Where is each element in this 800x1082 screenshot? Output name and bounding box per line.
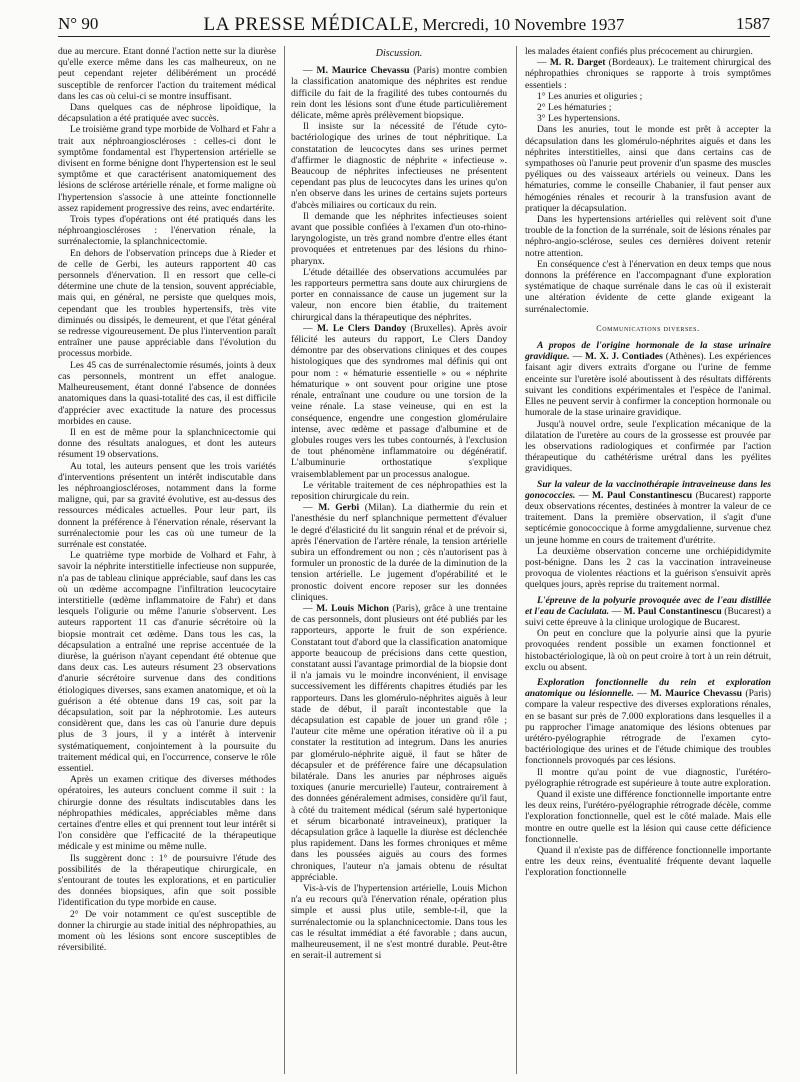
speaker-name: M. Gerbi — [318, 502, 360, 514]
communication-title: L'épreuve de la polyurie provoquée avec de l'eau distillée et l'eau de Caciulata. — [525, 594, 771, 617]
discussion-heading: Discussion. — [375, 48, 423, 59]
communication-title: A propos de l'origine hormonale de la stase urinaire gravidique. — [525, 340, 771, 363]
list-item: 3° Les hypertensions. — [537, 113, 620, 125]
speaker-name: M. Le Clers Dandoy — [317, 322, 407, 334]
discussion-paragraph: — M. Maurice Chevassu (Paris) montre combien la classification anatomique des néphrites est rendue difficile du fait de la fragilité des tubes contournés du rein dont les lésions sont d'une étude particulièrement délicate, même après prélèvement biopsique. — [291, 65, 507, 122]
paragraph: Au total, les auteurs pensent que les trois variétés d'interventions présentent un intérêt indiscutable dans les néphroangioscléroses, notamment dans la forme maligne, qui, par sa gravité évolutive, est au-dessus des ressources médicales actuelles. Pour leur part, ils donnent la préférence à l'énervation rénale, réservant la surrénalectomie pour les cas où une tumeur de la surrénale est constatée. — [58, 460, 276, 550]
column-divider — [516, 46, 517, 1074]
paragraph: Dans les anuries, tout le monde est prêt à accepter la décapsulation dans les glomérulo-néphrites aiguës et dans les néphrites interstitielles, ainsi que dans certains cas de sympathoses où l'anurie peut provenir d'un spasme des muscles pyéliques ou des vaisseaux artériels ou veineux. Dans les hématuries, comme le conseille Chabanier, il faut penser aux hémogénies rénales et recourir à la transfusion avant de pratiquer la décapsulation. — [525, 124, 771, 214]
paragraph: L'étude détaillée des observations accumulées par les rapporteurs permettra sans doute aux chirurgiens de porter en connaissance de cause un jugement sur la valeur, non encore bien établie, du traitement chirurgical dans la thérapeutique des néphrites. — [291, 266, 507, 323]
communication-paragraph: Sur la valeur de la vaccinothérapie intraveineuse dans les gonococcies. — M. Paul Constantinescu (Bucarest) rapporte deux observations récentes, destinées à montrer la valeur de ce traitement. Dans la première observation, il s'agit d'une septicémie gonococcique à forme amygdalienne, survenue chez un jeune homme en cours de traitement d'urétrite. — [525, 478, 771, 546]
section-heading: Communications diverses. — [596, 323, 700, 333]
communication-paragraph: A propos de l'origine hormonale de la stase urinaire gravidique. — M. X. J. Contiades (Athènes). Les expériences faisant agir divers extraits d'organe ou l'urine de femme enceinte sur l'uretère isolé aboutissent à des résultats différents suivant les conditions expérimentales et l'espèce de l'animal. Elles ne peuvent servir à confirmer la conception hormonale ou humorale de la stase urinaire gravidique. — [525, 340, 771, 419]
column-middle — [291, 46, 507, 1078]
column-right — [525, 46, 771, 1078]
list-item: 2° Les hématuries ; — [537, 102, 612, 114]
communication-paragraph: Exploration fonctionnelle du rein et exploration anatomique ou lésionnelle. — M. Maurice Chevassu (Paris) compare la valeur respective des diverses explorations rénales, en se basant sur près de 7.000 explorations dans lesquelles il a pu rapprocher l'image anatomique des lésions obtenues par urétéro-pyélographie rétrograde de l'examen cyto-bactériologique des urines et de l'étude chimique des troubles fonctionnels provoqués par ces lésions. — [525, 676, 771, 767]
paragraph: Ils suggèrent donc : 1° de poursuivre l'étude des possibilités de la thérapeutique chirurgicale, en s'entourant de toutes les explorations, et en particulier des données biopsiques, afin que soit possible l'identification du type morbide en cause. — [58, 852, 276, 909]
discussion-paragraph: — M. R. Darget (Bordeaux). Le traitement chirurgical des néphropathies chroniques se rapporte à trois symptômes essentiels : — [525, 57, 771, 91]
speaker-name: M. Paul Constantinescu — [623, 605, 722, 617]
paragraph: Après un examen critique des diverses méthodes opératoires, les auteurs concluent comme il suit : la chirurgie donne des résultats indiscutables dans les néphropathies médicales, appréciables même dans certaines d'entre elles et qui prennent tout leur intérêt si l'on considère que l'efficacité de la thérapeutique médicale y est minime ou même nulle. — [58, 774, 276, 853]
paragraph: les malades étaient confiés plus précocement au chirurgien. — [525, 46, 753, 57]
paragraph: Il insiste sur la nécessité de l'étude cyto-bactériologique des urines de tout néphritique. La constatation de leucocytes dans ses urines permet d'affirmer le diagnostic de néphrite « infectieuse ». Beaucoup de néphrites infectieuses ne présentent cependant pas plus de leucocytes dans les urines qu'on n'en observe dans les urines de certains sujets porteurs d'abcès miliaires ou corticaux du rein. — [291, 121, 507, 211]
list-item: 1° Les anuries et oliguries ; — [537, 90, 643, 102]
paragraph: Jusqu'à nouvel ordre, seule l'explication mécanique de la dilatation de l'uretère au cours de la grossesse est prouvée par les observations radiologiques et confirmée par l'action thérapeutique du cathétérisme urétral dans les pyélites gravidiques. — [525, 418, 771, 475]
speaker-name: M. Maurice Chevassu — [316, 65, 410, 77]
paragraph: Dans quelques cas de néphrose lipoïdique, la décapsulation a été pratiquée avec succès. — [58, 102, 276, 125]
speaker-name: M. Louis Michon — [316, 602, 389, 614]
speaker-name: M. Maurice Chevassu — [650, 688, 743, 700]
paragraph: Le quatrième type morbide de Volhard et Fahr, à savoir la néphrite interstitielle infectieuse non suppurée, n'a pas de tableau clinique appréciable, sauf dans les cas où un œdème accompagne l'infiltration leucocytaire interstitielle (œdème inflammatoire de Fahr) et dans lesquels l'oligurie ou même l'anurie s'observent. Les auteurs rapportent 11 cas d'anurie sécrétoire où la biopsie montrait cet œdème. Dans tous les cas, la décapsulation a entraîné une reprise accentuée de la diurèse, la guérison n'ayant cependant été obtenue que dans deux cas. Les auteurs résument 23 observations d'anurie sécrétoire survenue dans des conditions étiologiques diverses, sans examen anatomique, et où la guérison a été obtenue dans 19 cas, soit par la décapsulation, soit par la néphrotomie. Les auteurs considèrent que, dans les cas où l'anurie dure depuis plus de 3 jours, il y a intérêt à intervenir systématiquement, conjointement à la poursuite du traitement médical qui, en l'occurrence, conserve le rôle essentiel. — [58, 550, 276, 774]
paragraph: Il en est de même pour la splanchnicectomie qui donne des résultats analogues, et dont les auteurs résument 19 observations. — [58, 426, 276, 461]
paragraph: Le véritable traitement de ces néphropathies est la reposition chirurgicale du rein. — [291, 479, 507, 502]
paragraph: due au mercure. Etant donné l'action nette sur la diurèse qu'elle exerce même dans les cas malheureux, on ne peut cependant rejeter délibérément un procédé susceptible de renforcer l'action du traitement médical dans les cas où celui-ci se montre insuffisant. — [58, 46, 276, 102]
paragraph: On peut en conclure que la polyurie ainsi que la pyurie provoquées rendent possible un examen fonctionnel et histobactériologique, là où on peut croire à tort à un rein détruit, exclu ou absent. — [525, 628, 771, 673]
paragraph: Quand il n'existe pas de différence fonctionnelle importante entre les deux reins, éventualité fréquente devant laquelle l'exploration fonctionnelle — [525, 845, 771, 879]
paragraph: La deuxième observation concerne une orchiépididymite post-bénigne. Dans les 2 cas la vaccination intraveineuse provoqua de violentes réactions et la guérison s'ensuivit après quelques jours, après reprise du traitement normal. — [525, 545, 771, 591]
issue-date: , Mercredi, 10 Novembre 1937 — [413, 15, 625, 34]
paragraph: Trois types d'opérations ont été pratiqués dans les néphroangioscléroses : l'énervation rénale, la surrénalectomie, la splanchnicectomie. — [58, 214, 276, 248]
paragraph: En dehors de l'observation princeps due à Rieder et de celle de Gerbi, les auteurs rapportent 40 cas personnels d'énervation. Il en ressort que celle-ci détermine une chute de la tension, souvent appréciable, mais qui, en général, ne persiste que quelques mois, cependant que les troubles hypertensifs, très vite diminués ou dissipés, le demeurent, et que l'état général se redresse vigoureusement. De plus l'intervention paraît entraîner une pause appréciable dans l'évolution du processus morbide. — [58, 247, 276, 360]
discussion-paragraph: — M. Le Clers Dandoy (Bruxelles). Après avoir félicité les auteurs du rapport, Le Clers Dandoy démontre par des observations cliniques et des coupes histologiques que des syndromes mal définis qui ont pour nom : « hématurie essentielle » ou « néphrite hématurique » ont souvent pour origine une ptose rénale, entraînant une coudure ou une torsion de la veine rénale. La stase veineuse, qui en est la conséquence, engendre une congestion glomérulaire intense, avec œdème et passage d'albumine et de globules rouges vers les tubes contournés, à l'exclusion de tout phénomène inflammatoire ou dégénératif. L'albuminurie orthostatique s'explique vraisemblablement par un processus analogue. — [291, 322, 507, 480]
page-number: 1587 — [736, 14, 770, 33]
paragraph: Le troisième grand type morbide de Volhard et Fahr a trait aux néphroangioscléroses : celles-ci dont le symptôme fondamental est l'hypertension artérielle se divisent en forme bénigne dont l'hypertension est le seul symptôme et que caractérisent anatomiquement des lésions de sclérose artérielle rénale, et forme maligne où l'hypertension s'associe à une atteinte fonctionnelle assez rapidement progressive des reins, avec endartérite. — [58, 124, 276, 214]
paragraph: Vis-à-vis de l'hypertension artérielle, Louis Michon n'a eu recours qu'à l'énervation rénale, opération plus simple et aussi plus utile, semble-t-il, que la surrénalectomie ou la splanchnicectomie. Dans tous les cas le résultat immédiat a été favorable ; dans aucun, malheureusement, il ne s'est montré durable. Peut-être en serait-il autrement si — [291, 883, 507, 962]
communication-title: Exploration fonctionnelle du rein et exploration anatomique ou lésionnelle. — [525, 676, 771, 700]
column-left — [58, 46, 276, 1078]
speaker-name: M. R. Darget — [549, 57, 606, 69]
paragraph: 2° De voir notamment ce qu'est susceptible de donner la chirurgie au stade initial des néphropathies, au moment où les lésions sont encore susceptibles de réversibilité. — [58, 908, 276, 954]
speaker-name: M. Paul Constantinescu — [592, 489, 693, 501]
column-divider — [284, 46, 285, 1074]
speaker-name: M. X. J. Contiades — [584, 351, 663, 363]
issue-number: N° 90 — [58, 14, 99, 33]
journal-title-line — [58, 14, 770, 36]
paragraph: Il demande que les néphrites infectieuses soient avant que possible confiées à l'examen d'un oto-rhino-laryngologiste, un très grand nombre d'entre elles étant provoquées et entretenues par des lésions du rhino-pharynx. — [291, 210, 507, 267]
paragraph: Quand il existe une différence fonctionnelle importante entre les deux reins, l'urétéro-pyélographie rétrograde décèle, comme l'exploration fonctionnelle, quel est le côté malade. Mais elle montre en outre quelle est la lésion qui cause cette déficience fonctionnelle. — [525, 789, 771, 845]
paragraph: En conséquence c'est à l'énervation en deux temps que nous donnons la préférence en l'accompagnant d'une exploration systématique de chaque surrénale dans le cas où il existerait une altération évidente de cette glande exigeant la surrénalectomie. — [525, 258, 771, 315]
discussion-paragraph: — M. Louis Michon (Paris), grâce à une trentaine de cas personnels, dont plusieurs ont été publiés par les rapporteurs, apporte le fruit de son expérience. Constatant tout d'abord que la classification anatomique apporte beaucoup de précisions dans cette question, constatant aussi l'avantage primordial de la biopsie dont il n'a jamais vu le moindre inconvénient, il envisage successivement les différents chapitres étudiés par les rapporteurs. Dans les glomérulo-néphrites aiguës à leur stade de début, il paraît incontestable que la décapsulation est capable de jouer un grand rôle ; l'auteur cite même une opération itérative où il a pu constater la restitution ad integrum. Dans les anuries par glomérulo-néphrite aiguë, il faut se hâter de décapsuler et de préférence faire une décapsulation bilatérale. Dans les anuries par néphroses aiguës toxiques (anurie mercurielle) l'auteur, contrairement à des données généralement admises, considère qu'il faut, à côté du traitement médical (sérum salé hypertonique et sérum bicarbonaté intraveineux), pratiquer la décapsulation grâce à laquelle la diurèse est déclenchée plus rapidement. Dans les formes chroniques et même dans les poussées aiguës au cours des formes chroniques, l'auteur n'a jamais obtenu de résultat appréciable. — [291, 602, 507, 883]
communication-paragraph: L'épreuve de la polyurie provoquée avec de l'eau distillée et l'eau de Caciulata. — M. Paul Constantinescu (Bucarest) a suivi cette épreuve à la clinique urologique de Bucarest. — [525, 594, 771, 628]
paragraph: Les 45 cas de surrénalectomie résumés, joints à deux cas personnels, montrent un effet analogue. Malheureusement, étant donné l'absence de données anatomiques dans la quasi-totalité des cas, il est difficile d'apprécier avec exactitude la nature des processus morbides en cause. — [58, 359, 276, 427]
discussion-paragraph: — M. Gerbi (Milan). La diathermie du rein et l'anesthésie du nerf splanchnique permettent d'évaluer le degré d'élasticité du lit sanguin rénal et de prévoir si, après l'énervation de l'artère rénale, la tension artérielle subira un effondrement ou non ; cès n'autorisent pas à formuler un pronostic de la durée de la diminution de la tension artérielle. Le jugement d'opérabilité et le pronostic doivent encore reposer sur les données cliniques. — [291, 502, 507, 603]
page-header — [58, 8, 770, 37]
paragraph: Il montre qu'au point de vue diagnostic, l'urétéro-pyélographie rétrograde est supérieure à toute autre exploration. — [525, 766, 771, 789]
journal-title: LA PRESSE MÉDICALE — [203, 14, 414, 35]
paragraph: Dans les hypertensions artérielles qui relèvent soit d'une trouble de la fonction de la surrénale, soit de lésions rénales par néphro-angio-sclérose, seules ces dernières doivent retenir notre attention. — [525, 214, 771, 259]
communication-title: Sur la valeur de la vaccinothérapie intraveineuse dans les gonococcies. — [525, 478, 771, 501]
